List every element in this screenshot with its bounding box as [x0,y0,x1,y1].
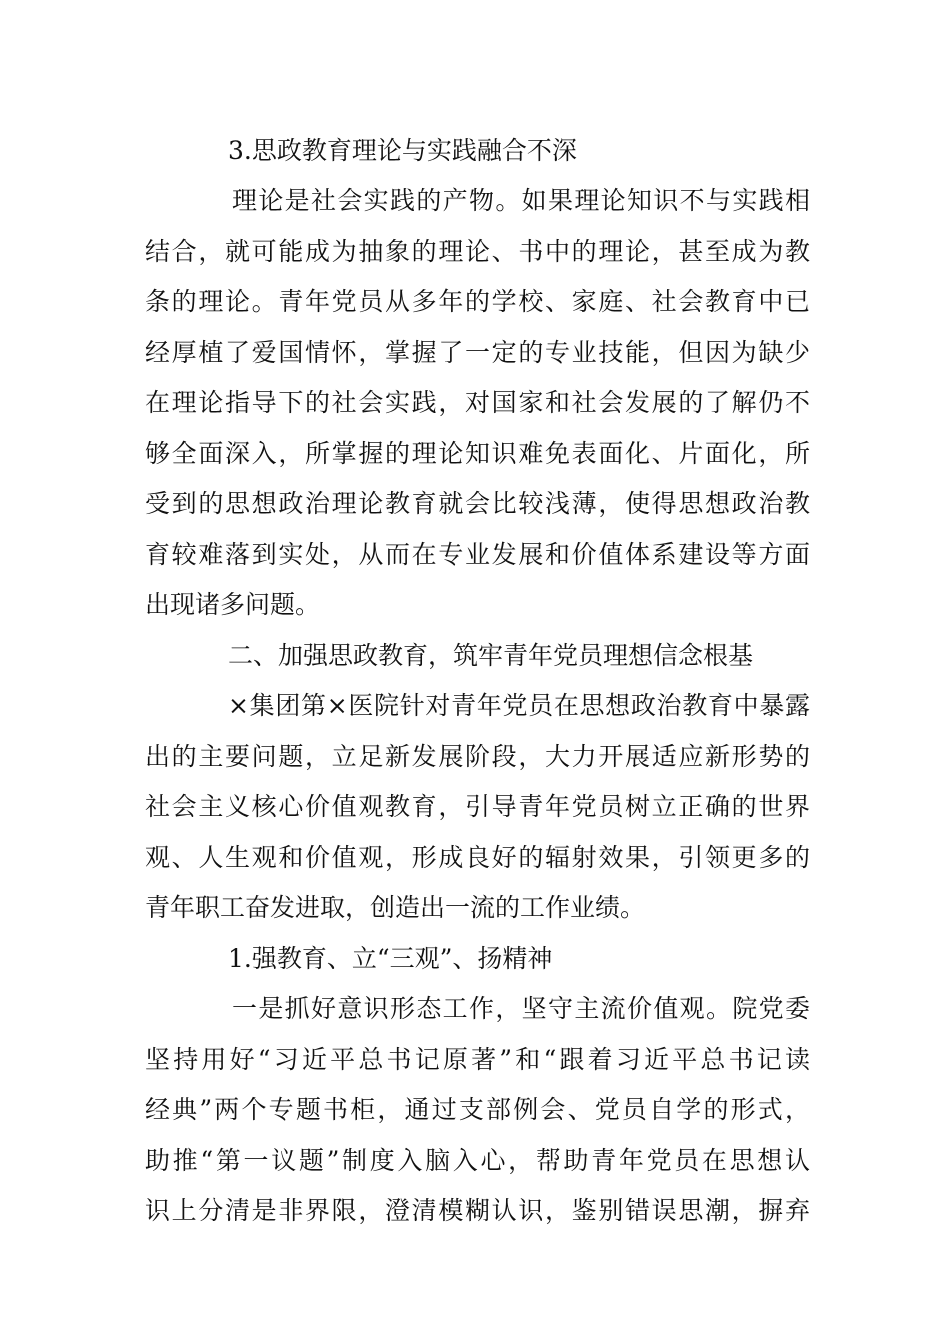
paragraph-line: 一是抓好意识形态工作，坚守主流价值观。院党委 [232,994,810,1023]
paragraph-line: 社会主义核心价值观教育，引导青年党员树立正确的世界 [145,792,810,821]
paragraph-line: 坚持用好“习近平总书记原著”和“跟着习近平总书记读 [145,1045,810,1074]
paragraph-line: 出的主要问题，立足新发展阶段，大力开展适应新形势的 [145,742,810,771]
paragraph-line: 受到的思想政治理论教育就会比较浅薄，使得思想政治教 [145,489,810,518]
paragraph-line: 在理论指导下的社会实践，对国家和社会发展的了解仍不 [145,388,810,417]
paragraph-line: 条的理论。青年党员从多年的学校、家庭、社会教育中已 [145,287,810,316]
paragraph-line: 出现诸多问题。 [145,590,321,619]
paragraph-line: 够全面深入，所掌握的理论知识难免表面化、片面化，所 [145,439,810,468]
paragraph-line: 识上分清是非界限，澄清模糊认识，鉴别错误思潮，摒弃 [145,1196,810,1225]
section-heading-1: 1.强教育、立“三观”、扬精神 [228,944,553,973]
paragraph-line: 结合，就可能成为抽象的理论、书中的理论，甚至成为教 [145,237,810,266]
paragraph-line: 观、人生观和价值观，形成良好的辐射效果，引领更多的 [145,843,810,872]
paragraph-line: 理论是社会实践的产物。如果理论知识不与实践相 [232,186,810,215]
paragraph-line: 经厚植了爱国情怀，掌握了一定的专业技能，但因为缺少 [145,338,810,367]
section-heading-3: 3.思政教育理论与实践融合不深 [228,136,577,165]
paragraph-line: 青年职工奋发进取，创造出一流的工作业绩。 [145,893,646,922]
section-heading-2: 二、加强思政教育，筑牢青年党员理想信念根基 [228,641,754,670]
paragraph-line: ×集团第×医院针对青年党员在思想政治教育中暴露 [228,691,810,720]
paragraph-line: 育较难落到实处，从而在专业发展和价值体系建设等方面 [145,540,810,569]
paragraph-line: 助推“第一议题”制度入脑入心，帮助青年党员在思想认 [145,1146,810,1175]
paragraph-line: 经典”两个专题书柜，通过支部例会、党员自学的形式， [145,1095,810,1124]
